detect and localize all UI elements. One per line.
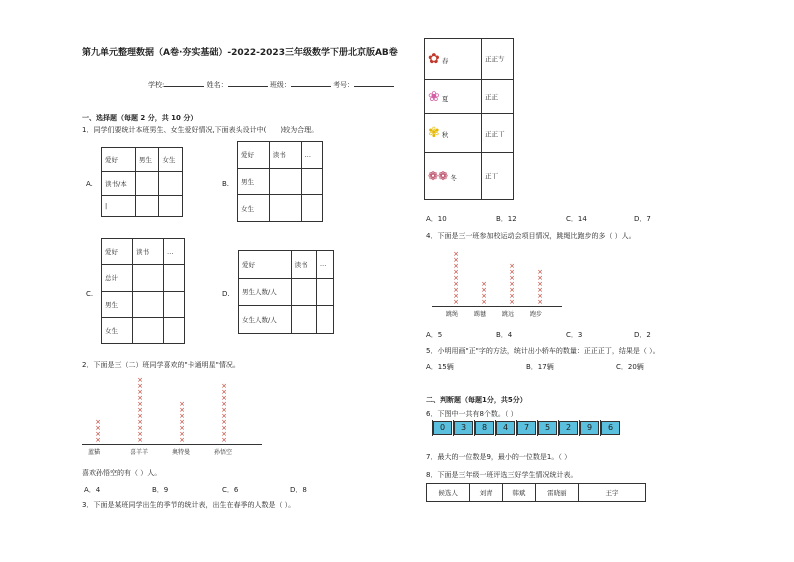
season-tally: 正正𠀁: [482, 39, 514, 80]
chart-bar-孙悟空: × × × × × × × × × ×: [221, 382, 227, 444]
cell: 女生: [159, 148, 183, 172]
exam-label: 考号：: [333, 81, 355, 89]
cell: 男生人数/人: [239, 278, 292, 306]
chart-bar-跑步: × × × × × ×: [537, 268, 543, 306]
exam-field[interactable]: [354, 86, 394, 87]
cell: [301, 168, 322, 195]
cell: …: [316, 251, 333, 279]
cell: 爱好: [102, 239, 133, 265]
cell: [135, 195, 159, 216]
cell: [164, 291, 185, 317]
season-cell: [425, 39, 482, 80]
question-4: 4．下面是三一班参加校运动会项目情况，跳绳比跑步的多（ ）人。: [426, 232, 636, 240]
candidate-table: [426, 483, 646, 502]
number-flag: 2: [559, 421, 578, 435]
number-flag: 9: [580, 421, 599, 435]
season-name: 秋: [441, 131, 449, 140]
choice-b[interactable]: B．17辆: [526, 363, 554, 371]
choice-c[interactable]: C．3: [566, 331, 583, 339]
season-name: 夏: [441, 94, 449, 103]
season-name: 冬: [450, 173, 457, 182]
choice-b[interactable]: B．12: [496, 215, 517, 223]
cell: …: [164, 239, 185, 265]
chart-category-label: 喜羊羊: [130, 449, 149, 456]
chart-category-label: 跳绳: [446, 311, 459, 318]
info-line: [148, 80, 394, 90]
lotus-icon: ❀: [428, 88, 440, 105]
question-2-tail: 喜欢孙悟空的有（ ）人。: [82, 469, 162, 477]
cell: [159, 195, 183, 216]
choice-b[interactable]: B．4: [496, 331, 513, 339]
cell: |: [102, 195, 136, 216]
number-flags: [432, 420, 632, 442]
cell: [316, 278, 333, 306]
number-flag: 3: [454, 421, 473, 435]
cell: 王宇: [579, 484, 646, 502]
chart-bar-奥特曼: × × × × × × ×: [179, 400, 185, 444]
page-title: [82, 46, 422, 61]
option-b-table: [237, 141, 323, 222]
choice-d[interactable]: D．8: [290, 486, 307, 494]
choice-d[interactable]: D．2: [634, 331, 651, 339]
question-7: 7．最大的一位数是9，最小的一位数是1。（ ）: [426, 453, 572, 461]
option-b-letter[interactable]: B.: [222, 180, 230, 188]
chrysanthemum-icon: ✾: [428, 125, 440, 142]
cell: 读书/本: [102, 171, 136, 195]
question-2: 2．下面是三（二）班同学喜欢的"卡通明星"情况。: [82, 361, 240, 369]
cell: 刘青: [470, 484, 503, 502]
cell: 雷晓丽: [535, 484, 578, 502]
chart-category-label: 跳远: [502, 311, 515, 318]
option-c-letter[interactable]: C.: [86, 290, 94, 298]
season-table: [424, 38, 514, 200]
school-label: 学校:: [148, 81, 165, 89]
cell: [133, 317, 164, 343]
cell: 女生人数/人: [239, 306, 292, 334]
chart-category-label: 蓝猫: [88, 449, 101, 456]
choice-c[interactable]: C．20辆: [616, 363, 644, 371]
cell: 爱好: [239, 251, 292, 279]
cell: [316, 306, 333, 334]
question-8: 8．下面是三年级一班评选三好学生情况统计表。: [426, 471, 578, 479]
cell: 爱好: [238, 142, 270, 169]
chart-bar-跳绳: × × × × × × × × ×: [453, 250, 459, 306]
cell: [164, 317, 185, 343]
cell: [291, 278, 316, 306]
choice-a[interactable]: A．10: [426, 215, 447, 223]
cell: 读书: [269, 142, 301, 169]
chart-bar-喜羊羊: × × × × × × × × × × ×: [137, 376, 143, 444]
section-1-heading: 一、选择题（每题 2 分，共 10 分）: [82, 114, 198, 122]
number-flag: 7: [517, 421, 536, 435]
cell: 女生: [238, 195, 270, 222]
cell: 读书: [291, 251, 316, 279]
cell: 男生: [238, 168, 270, 195]
number-flag: 5: [538, 421, 557, 435]
season-tally: 正正: [482, 79, 514, 114]
section-2-heading: 二、判断题（每题1分，共5分）: [426, 396, 527, 404]
cell: 男生: [102, 291, 133, 317]
option-d-letter[interactable]: D.: [222, 290, 230, 298]
cell: 男生: [135, 148, 159, 172]
school-field[interactable]: [164, 86, 204, 87]
choice-b[interactable]: B．9: [152, 486, 169, 494]
chart-axis: [82, 444, 262, 445]
number-flag: 0: [433, 421, 452, 435]
class-label: 班级：: [269, 81, 291, 89]
cartoon-chart: [82, 372, 262, 460]
question-1: 1．同学们要统计本班男生、女生爱好情况,下面表头设计中( )较为合理。: [82, 126, 319, 134]
option-a-letter[interactable]: A.: [86, 180, 93, 188]
chart-category-label: 跑步: [530, 311, 543, 318]
question-5: 5．小明用画"正"字的方法，统计出小轿车的数量：正正正丁，结果是（ ）。: [426, 347, 660, 355]
name-field[interactable]: [228, 86, 268, 87]
flower-icon: ✿: [428, 50, 440, 67]
option-a-table: [101, 147, 183, 217]
season-tally: 正丅: [482, 152, 514, 199]
option-c-table: [101, 238, 185, 344]
choice-a[interactable]: A．15辆: [426, 363, 454, 371]
class-field[interactable]: [291, 86, 331, 87]
cell: [269, 195, 301, 222]
cell: [159, 171, 183, 195]
cell: [301, 195, 322, 222]
cell: …: [301, 142, 322, 169]
chart-bar-蓝猫: × × × ×: [95, 418, 101, 444]
cell: [164, 265, 185, 291]
question-3: 3．下面是某班同学出生的季节的统计表，出生在春季的人数是（ ）。: [82, 501, 296, 509]
chart-bar-跳远: × × × × × × ×: [509, 262, 515, 306]
choice-a[interactable]: A．5: [426, 331, 443, 339]
title-text: 第九单元整理数据（A卷·夯实基础）-2022-2023三年级数学下册北京版AB卷: [82, 48, 398, 58]
number-flag: 6: [601, 421, 620, 435]
option-d-table: [238, 250, 334, 334]
season-cell: [425, 152, 482, 199]
chart-category-label: 踢毽: [474, 311, 487, 318]
cell: 读书: [133, 239, 164, 265]
question-6: 6．下图中一共有8个数。（ ）: [426, 410, 518, 418]
season-cell: [425, 79, 482, 114]
chart-bar-踢毽: × × × ×: [481, 280, 487, 306]
chart-category-label: 孙悟空: [214, 449, 233, 456]
chart-axis: [432, 306, 562, 307]
cell: [291, 306, 316, 334]
season-tally: 正正丅: [482, 114, 514, 153]
cell: 爱好: [102, 148, 136, 172]
cell: 候选人: [427, 484, 470, 502]
number-flag: 8: [475, 421, 494, 435]
sports-chart: [432, 244, 562, 318]
number-flag: 4: [496, 421, 515, 435]
name-label: 姓名：: [206, 81, 228, 89]
cell: [269, 168, 301, 195]
choice-c[interactable]: C．14: [566, 215, 587, 223]
choice-d[interactable]: D．7: [634, 215, 651, 223]
cell: [133, 291, 164, 317]
chart-category-label: 奥特曼: [172, 449, 191, 456]
season-name: 春: [441, 56, 449, 65]
season-cell: [425, 114, 482, 153]
cell: 女生: [102, 317, 133, 343]
choice-c[interactable]: C．6: [222, 486, 239, 494]
cell: [133, 265, 164, 291]
cell: 韩斌: [502, 484, 535, 502]
cell: [135, 171, 159, 195]
cell: 总计: [102, 265, 133, 291]
choice-a[interactable]: A．4: [84, 486, 101, 494]
plum-blossom-icon: ❁❁: [428, 168, 449, 183]
